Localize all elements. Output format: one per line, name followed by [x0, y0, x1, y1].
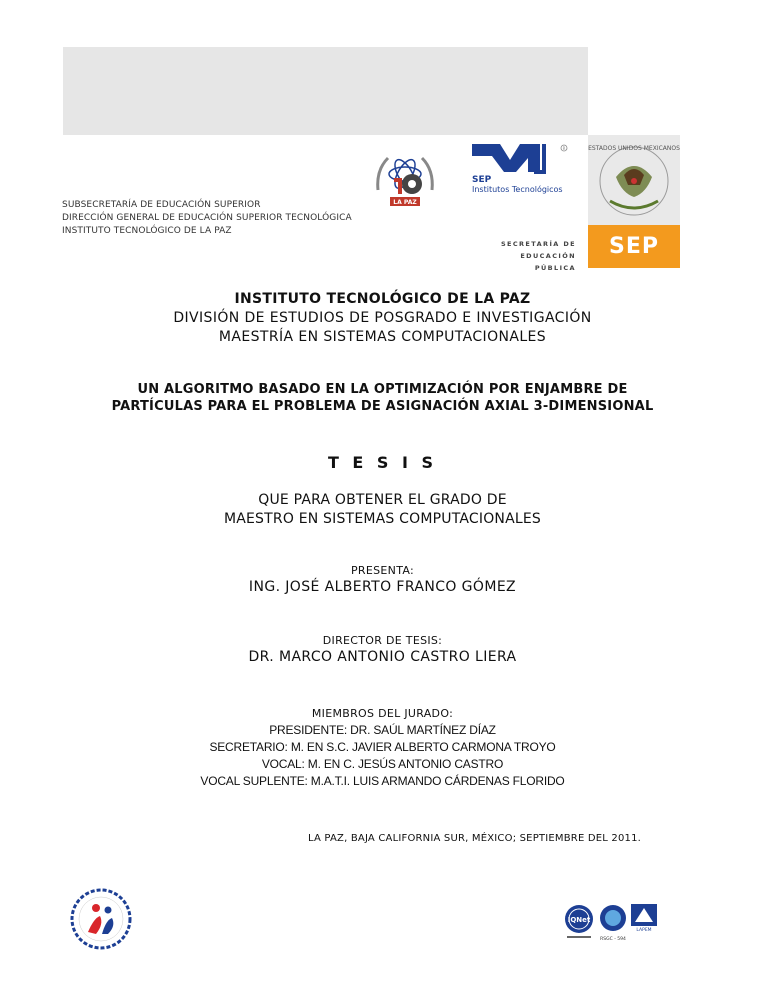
jury-member: VOCAL SUPLENTE: M.A.T.I. LUIS ARMANDO CÁRDENAS FLORIDO [200, 774, 565, 788]
thesis-title-line: UN ALGORITMO BASADO EN LA OPTIMIZACIÓN POR ENJAMBRE DE [137, 382, 628, 397]
director-name: DR. MARCO ANTONIO CASTRO LIERA [248, 649, 517, 665]
director-label: DIRECTOR DE TESIS: [322, 634, 443, 647]
jury-label: MIEMBROS DEL JURADO: [311, 707, 454, 720]
mexican-seal-icon [588, 135, 680, 225]
institution-name: INSTITUTO TECNOLÓGICO DE LA PAZ [234, 291, 531, 307]
program-name: MAESTRÍA EN SISTEMAS COMPUTACIONALES [218, 329, 547, 345]
lapem-label: LAPEM [636, 928, 652, 932]
iqnet-label: IQNet [567, 916, 591, 924]
thesis-title [0, 381, 765, 415]
author-label: PRESENTA: [351, 564, 414, 577]
sep-it-subtitle: Institutos Tecnológicos [472, 185, 563, 194]
seal-panel [588, 135, 680, 225]
jury-member: VOCAL: M. EN C. JESÚS ANTONIO CASTRO [261, 757, 504, 771]
it-la-paz-logo-icon [372, 150, 438, 210]
rsgc-logo-icon [598, 903, 628, 943]
iqnet-logo-icon [563, 903, 595, 943]
secretaria-block [480, 238, 576, 274]
educacion-line: EDUCACIÓN PÚBLICA [520, 252, 576, 272]
lapem-logo-icon [631, 900, 657, 932]
place-date: LA PAZ, BAJA CALIFORNIA SUR, MÉXICO; SEPTIEMBRE DEL 2011. [308, 833, 642, 844]
jury-member: SECRETARIO: M. EN S.C. JAVIER ALBERTO CARMONA TROYO [209, 740, 556, 754]
rsgc-label: RSGC - 594 [600, 937, 626, 942]
seal-label: ESTADOS UNIDOS MEXICANOS [588, 145, 680, 152]
thesis-type: T E S I S [327, 453, 438, 472]
subsecretaria-line: SUBSECRETARÍA DE EDUCACIÓN SUPERIOR [62, 200, 261, 210]
sep-orange-logo: SEP [588, 225, 680, 268]
jury-block [0, 705, 765, 790]
secretaria-line: SECRETARÍA DE [500, 240, 576, 248]
sep-it-title: SEP [472, 175, 492, 185]
thesis-title-line: PARTÍCULAS PARA EL PROBLEMA DE ASIGNACIÓN AXIAL 3-DIMENSIONAL [111, 399, 654, 414]
sep-institutos-logo-icon [470, 140, 578, 198]
instituto-line: INSTITUTO TECNOLÓGICO DE LA PAZ [62, 226, 232, 236]
degree-purpose [0, 491, 765, 529]
it-logo-label: LA PAZ [393, 199, 417, 206]
header-banner [63, 47, 588, 135]
gender-equity-logo-icon [70, 888, 132, 950]
author-name: ING. JOSÉ ALBERTO FRANCO GÓMEZ [248, 579, 517, 595]
purpose-line: QUE PARA OBTENER EL GRADO DE [258, 492, 507, 508]
division-name: DIVISIÓN DE ESTUDIOS DE POSGRADO E INVESTIGACIÓN [173, 310, 592, 326]
registered-mark: R [562, 146, 566, 151]
direccion-line: DIRECCIÓN GENERAL DE EDUCACIÓN SUPERIOR TECNOLÓGICA [62, 213, 352, 223]
subsecretaria-block [62, 199, 352, 238]
jury-member: PRESIDENTE: DR. SAÚL MARTÍNEZ DÍAZ [269, 723, 496, 737]
purpose-line: MAESTRO EN SISTEMAS COMPUTACIONALES [223, 511, 542, 527]
